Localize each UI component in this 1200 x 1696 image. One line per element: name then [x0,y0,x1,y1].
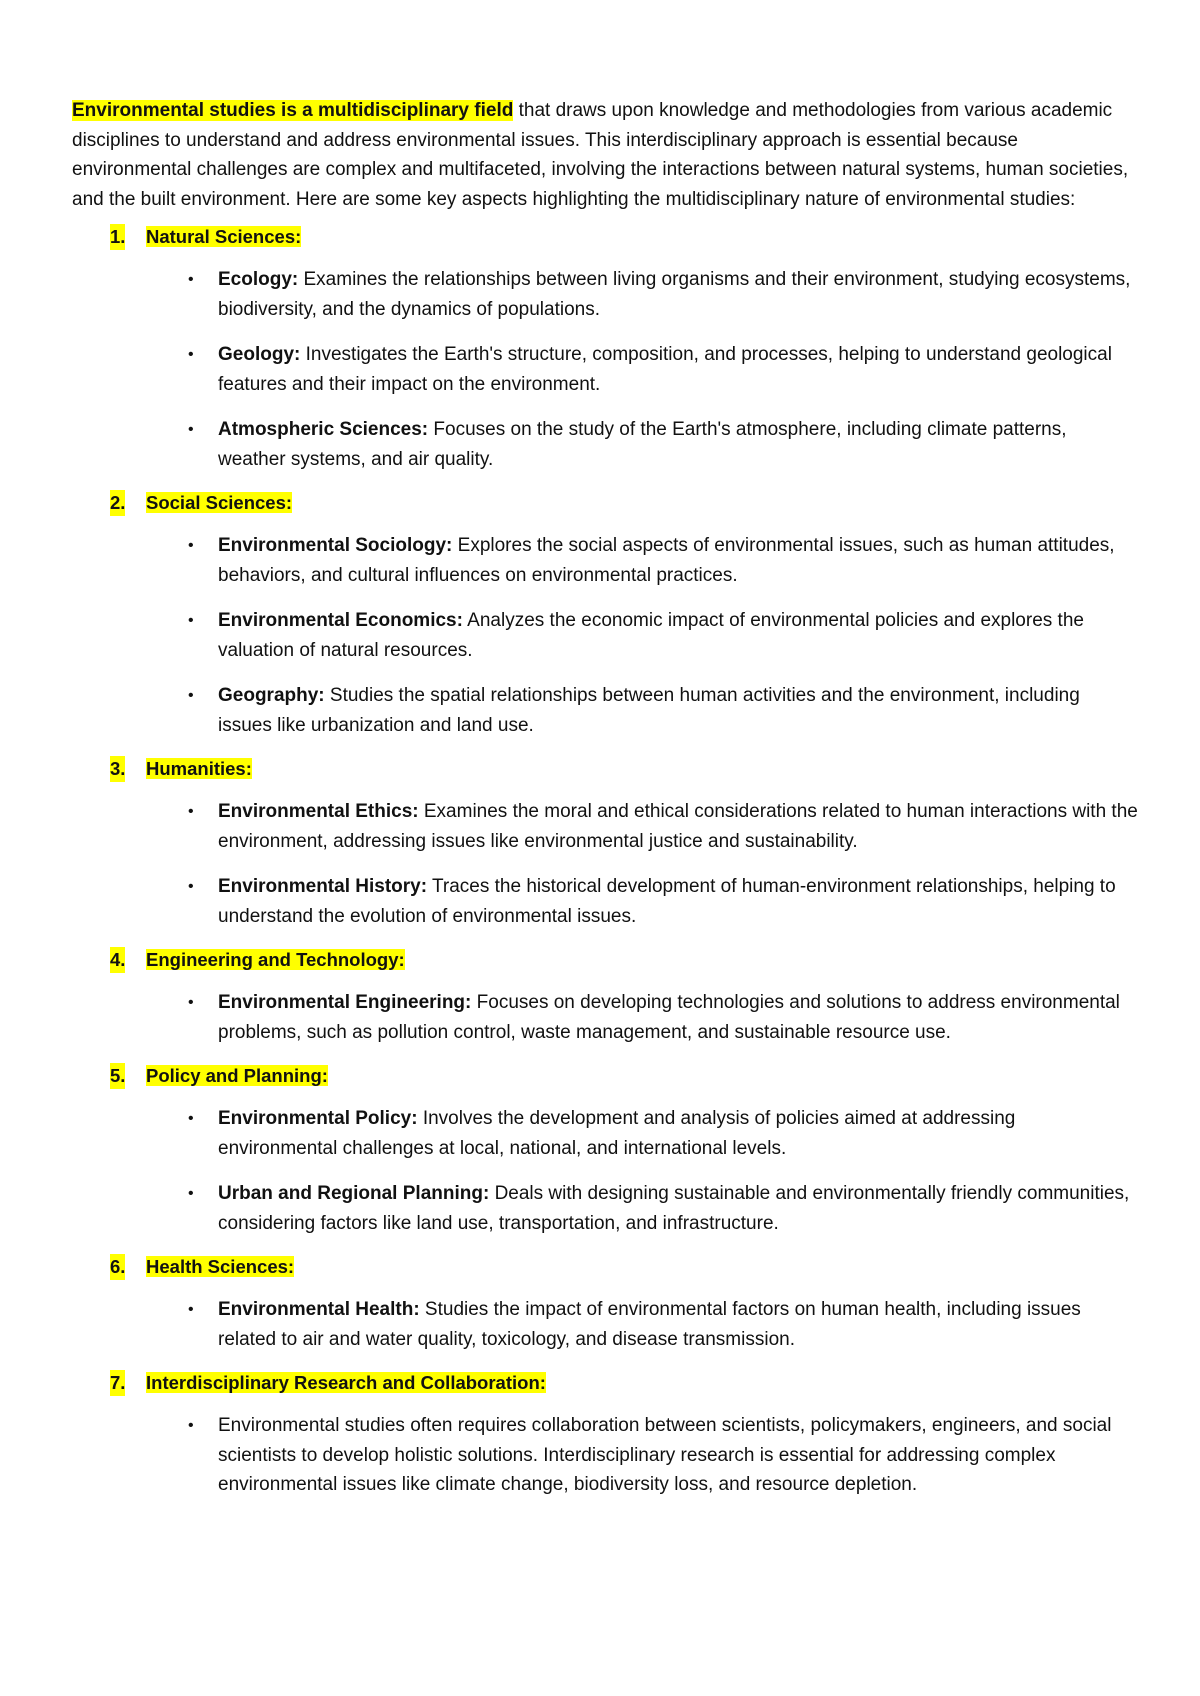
section-title: Interdisciplinary Research and Collaboration: [146,1372,546,1393]
bullet-icon: • [188,1301,194,1318]
section [72,490,1138,740]
section-title: Humanities: [146,758,252,779]
item-term: Environmental Sociology: [218,535,453,556]
bullet-list [72,265,1138,474]
item-description: Studies the impact of environmental factors on human health, including issues related to air and water quality, toxicology, and disease transmission. [218,1299,1081,1350]
bullet-list [72,1295,1138,1354]
list-item [72,340,1138,399]
list-item [72,1104,1138,1163]
bullet-icon: • [188,346,194,363]
section [72,1254,1138,1354]
section-title: Natural Sciences: [146,226,302,247]
bullet-list [72,531,1138,740]
list-item [72,797,1138,856]
item-description: Studies the spatial relationships between human activities and the environment, including issues like urbanization and land use. [218,685,1080,736]
item-description: Environmental studies often requires collaboration between scientists, policymakers, engineers, and social scientists to develop holistic solutions. Interdisciplinary research is essential for addressing complex environmental issues like climate change, biodiversity loss, and resource depletion. [218,1415,1112,1495]
list-item [72,415,1138,474]
bullet-icon: • [188,994,194,1011]
bullet-list [72,1411,1138,1500]
section [72,1370,1138,1500]
section-title: Health Sciences: [146,1256,295,1277]
item-term: Geology: [218,344,301,365]
bullet-list [72,797,1138,931]
item-term: Environmental Economics: [218,610,463,631]
section-heading [110,224,1138,250]
section-heading [110,490,1138,516]
item-description: Investigates the Earth's structure, composition, and processes, helping to understand geological features and their impact on the environment. [218,344,1112,395]
intro-paragraph [72,96,1138,214]
section-heading [110,1063,1138,1089]
item-term: Atmospheric Sciences: [218,419,429,440]
section-heading [110,1254,1138,1280]
section-title: Social Sciences: [146,492,293,513]
bullet-list [72,1104,1138,1238]
section-heading [110,756,1138,782]
section [72,1063,1138,1238]
item-term: Environmental Policy: [218,1108,418,1129]
document-page [72,96,1138,1516]
section-heading [110,947,1138,973]
list-item [72,988,1138,1047]
section-title: Policy and Planning: [146,1065,328,1086]
sections-list [72,224,1138,1500]
item-term: Environmental Health: [218,1299,420,1320]
item-description: Deals with designing sustainable and environmentally friendly communities, considering factors like land use, transportation, and infrastructure. [218,1183,1130,1234]
list-item [72,606,1138,665]
section-number: 4. [110,947,125,973]
list-item [72,872,1138,931]
list-item [72,265,1138,324]
list-item [72,1295,1138,1354]
list-item [72,1411,1138,1500]
section [72,947,1138,1047]
item-description: Focuses on developing technologies and solutions to address environmental problems, such as pollution control, waste management, and sustainable resource use. [218,992,1120,1043]
section-heading [110,1370,1138,1396]
section-number: 6. [110,1254,125,1280]
item-description: Analyzes the economic impact of environmental policies and explores the valuation of natural resources. [218,610,1084,661]
section-title: Engineering and Technology: [146,949,405,970]
section-number: 7. [110,1370,125,1396]
bullet-list [72,988,1138,1047]
list-item [72,531,1138,590]
bullet-icon: • [188,1110,194,1127]
section-number: 5. [110,1063,125,1089]
list-item [72,1179,1138,1238]
bullet-icon: • [188,803,194,820]
section [72,224,1138,474]
bullet-icon: • [188,271,194,288]
item-description: Examines the moral and ethical considerations related to human interactions with the environment, addressing issues like environmental justice and sustainability. [218,801,1138,852]
section [72,756,1138,931]
bullet-icon: • [188,878,194,895]
bullet-icon: • [188,1185,194,1202]
item-term: Ecology: [218,269,299,290]
list-item [72,681,1138,740]
section-number: 3. [110,756,125,782]
bullet-icon: • [188,421,194,438]
bullet-icon: • [188,537,194,554]
item-description: Examines the relationships between living organisms and their environment, studying ecosystems, biodiversity, and the dynamics of populations. [218,269,1131,320]
bullet-icon: • [188,687,194,704]
intro-text: that draws upon knowledge and methodologies from various academic disciplines to understand and address environmental issues. This interdisciplinary approach is essential because environmental challenges are complex and multifaceted, involving the interactions between natural systems, human societies, and the built environment. Here are some key aspects highlighting the multidisciplinary nature of environmental studies: [72,100,1129,210]
item-description: Traces the historical development of human-environment relationships, helping to understand the evolution of environmental issues. [218,876,1116,927]
item-description: Explores the social aspects of environmental issues, such as human attitudes, behaviors, and cultural influences on environmental practices. [218,535,1115,586]
bullet-icon: • [188,612,194,629]
item-term: Urban and Regional Planning: [218,1183,490,1204]
item-description: Focuses on the study of the Earth's atmosphere, including climate patterns, weather systems, and air quality. [218,419,1067,470]
item-term: Environmental History: [218,876,428,897]
section-number: 2. [110,490,125,516]
item-term: Environmental Ethics: [218,801,419,822]
section-number: 1. [110,224,125,250]
intro-highlight: Environmental studies is a multidisciplinary field [72,100,514,121]
bullet-icon: • [188,1417,194,1434]
item-term: Environmental Engineering: [218,992,472,1013]
item-description: Involves the development and analysis of policies aimed at addressing environmental challenges at local, national, and international levels. [218,1108,1016,1159]
item-term: Geography: [218,685,325,706]
